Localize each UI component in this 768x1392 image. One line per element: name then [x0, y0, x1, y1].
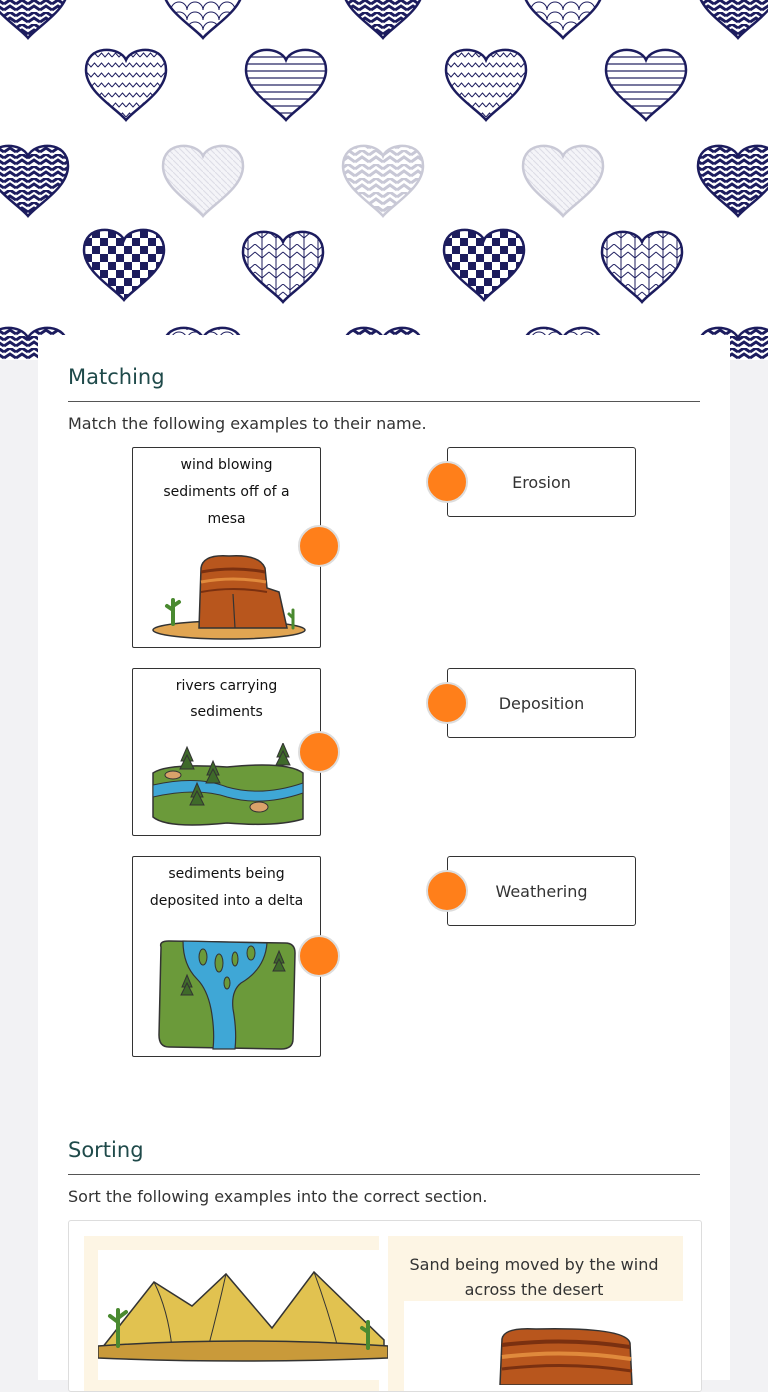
dragged-sort-item[interactable]: [404, 1301, 701, 1391]
match-connector-dot[interactable]: [298, 525, 340, 567]
matching-instruction: Match the following examples to their name.: [68, 414, 427, 433]
match-source-card[interactable]: [132, 856, 321, 1057]
match-source-caption: wind blowing sediments off of a mesa: [163, 457, 290, 527]
sorting-instruction: Sort the following examples into the correct section.: [68, 1187, 488, 1206]
sorting-title: Sorting: [68, 1138, 144, 1162]
match-target-dot[interactable]: [426, 461, 468, 503]
heart-pattern-image: [0, 0, 768, 360]
match-target-deposition[interactable]: [447, 668, 636, 738]
match-source-caption: rivers carrying sediments: [175, 678, 278, 720]
match-source-card[interactable]: [132, 668, 321, 836]
delta-illustration: [155, 939, 297, 1051]
match-connector-dot[interactable]: [298, 731, 340, 773]
matching-title: Matching: [68, 365, 165, 389]
matching-divider: [68, 401, 700, 402]
sort-item-text: Sand being moved by the wind across the desert: [409, 1255, 659, 1299]
sort-item-card[interactable]: [84, 1236, 379, 1392]
river-illustration: [147, 743, 307, 829]
match-source-caption: sediments being deposited into a delta: [149, 866, 304, 909]
match-target-label: Deposition: [498, 693, 585, 713]
mesa-illustration: [149, 548, 309, 640]
match-target-dot[interactable]: [426, 682, 468, 724]
match-target-label: Weathering: [495, 881, 588, 901]
match-target-label: Erosion: [512, 472, 571, 492]
worksheet-card: [38, 335, 730, 1380]
sorting-item-bank: [68, 1220, 702, 1392]
sand-dunes-illustration: [98, 1250, 388, 1380]
match-source-card[interactable]: [132, 447, 321, 648]
match-target-weathering[interactable]: [447, 856, 636, 926]
match-target-dot[interactable]: [426, 870, 468, 912]
match-connector-dot[interactable]: [298, 935, 340, 977]
match-target-erosion[interactable]: [447, 447, 636, 517]
sorting-divider: [68, 1174, 700, 1175]
heart-pattern-banner: [0, 0, 768, 360]
mesa-illustration: [496, 1325, 636, 1385]
